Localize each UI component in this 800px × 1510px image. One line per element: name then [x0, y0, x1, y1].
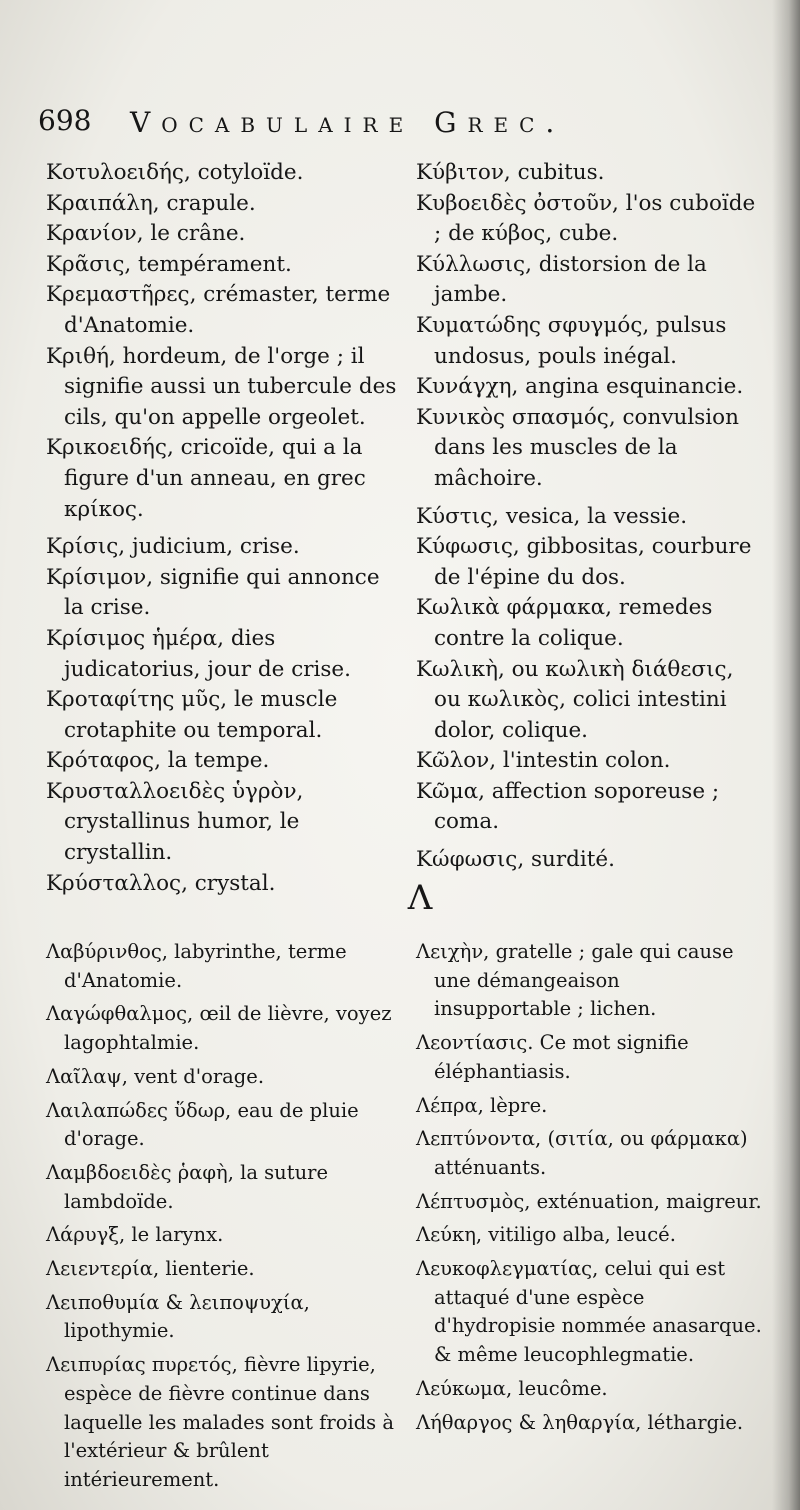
entry: Κῶλον, l'intestin colon.: [416, 748, 671, 774]
entry: Λειχὴν, gratelle ; gale qui cause une démangeaison insupportable ; lichen.: [416, 940, 734, 1021]
page-header: [38, 104, 762, 148]
entry: Κραιπάλη, crapule.: [46, 190, 256, 216]
entry: Λειπυρίας πυρετός, fièvre lipyrie, espèce de fièvre continue dans laquelle les malades sont froids à l'extérieur & brûlent intérieurement.: [46, 1353, 395, 1491]
entry: Λευκοφλεγματίας, celui qui est attaqué d'une espèce d'hydropisie nommée anasarque. & même leucophlegmatie.: [416, 1257, 762, 1367]
entry: Κριθή, hordeum, de l'orge ; il signifie aussi un tubercule des cils, qu'on appelle orgeolet.: [46, 343, 397, 430]
entry: Κυβοειδὲς ὀστοῦν, l'os cuboïde ; de κύβος, cube.: [416, 190, 756, 247]
entry: Λέπτυσμὸς, exténuation, maigreur.: [416, 1189, 762, 1213]
entry: Λαῖλαψ, vent d'orage.: [46, 1064, 265, 1088]
entry: Κρόταφος, la tempe.: [46, 748, 270, 774]
entry: Κωλικὰ φάρμακα, remedes contre la colique.: [416, 595, 713, 651]
entry: Κώφωσις, surdité.: [416, 847, 615, 873]
entry: Κυματώδης σφυγμός, pulsus undosus, pouls inégal.: [416, 312, 727, 369]
entry: Λήθαργος & ληθαργία, léthargie.: [416, 1410, 744, 1434]
entry: Κύλλωσις, distorsion de la jambe.: [416, 251, 707, 308]
entry: Κρικοειδής, cricoïde, qui a la figure d'un anneau, en grec κρίκος.: [46, 435, 366, 522]
entry: Λαβύρινθος, labyrinthe, terme d'Anatomie.: [46, 940, 347, 992]
entry: Λεοντίασις. Ce mot signifie éléphantiasis.: [416, 1031, 689, 1083]
column-right-kappa: [416, 158, 762, 876]
entry: Λάρυγξ, le larynx.: [46, 1223, 224, 1247]
entry: Κροταφίτης μῦς, le muscle crotaphite ou temporal.: [46, 687, 338, 743]
entry: Κύφωσις, gibbositas, courbure de l'épine du dos.: [416, 534, 752, 590]
entry: Λεύκωμα, leucôme.: [416, 1376, 608, 1400]
entry: Κρεμαστῆρες, crémaster, terme d'Anatomie.: [46, 282, 391, 338]
entry: Λαιλαπώδες ὕδωρ, eau de pluie d'orage.: [46, 1098, 359, 1151]
entry: Κύστις, vesica, la vessie.: [416, 503, 688, 529]
column-left-lambda: [46, 938, 400, 1495]
page-edge-shadow: [772, 0, 800, 1510]
entry: Κρύσταλλος, crystal.: [46, 870, 276, 896]
entry: Κῶμα, affection soporeuse ; coma.: [416, 778, 720, 835]
entry: Κοτυλοειδής, cotyloïde.: [46, 160, 304, 185]
column-right-lambda: [416, 938, 762, 1437]
entry: Λειεντερία, lienterie.: [46, 1257, 255, 1281]
entry: Λέπρα, lèpre.: [416, 1093, 548, 1117]
entry: Κυνάγχη, angina esquinancie.: [416, 374, 744, 400]
entry: Κωλικὴ, ou κωλικὴ διάθεσις, ou κωλικὸς, colici intestini dolor, colique.: [416, 656, 734, 743]
entry: Κύβιτον, cubitus.: [416, 160, 605, 185]
entry: Λειποθυμία & λειποψυχία, lipothymie.: [46, 1290, 310, 1343]
entry: Κρίσις, judicium, crise.: [46, 534, 300, 560]
entry: Λαμβδοειδὲς ῥαφὴ, la suture lambdoïde.: [46, 1160, 328, 1213]
entry: Κρυσταλλοειδὲς ὑγρὸν, crystallinus humor, le crystallin.: [46, 778, 304, 866]
column-left-kappa: [46, 158, 400, 899]
entry: Κρίσιμος ἡμέρα, dies judicatorius, jour de crise.: [46, 625, 351, 682]
entry: Κρᾶσις, tempérament.: [46, 251, 292, 277]
entry: Λαγώφθαλμος, œil de lièvre, voyez lagophtalmie.: [46, 1002, 392, 1055]
entry: Κυνικὸς σπασμός, convulsion dans les muscles de la mâchoire.: [416, 404, 739, 491]
page-number: 698: [38, 104, 92, 137]
section-letter: Λ: [407, 878, 433, 918]
entry: Κρανίον, le crâne.: [46, 221, 246, 247]
entry: Λεύκη, vitiligo alba, leucé.: [416, 1223, 676, 1247]
entry: Λεπτύνοντα, (σιτία, ou φάρμακα) atténuants.: [416, 1127, 748, 1179]
running-title: Vocabulaire Grec.: [130, 106, 566, 139]
entry: Κρίσιμον, signifie qui annonce la crise.: [46, 564, 380, 621]
